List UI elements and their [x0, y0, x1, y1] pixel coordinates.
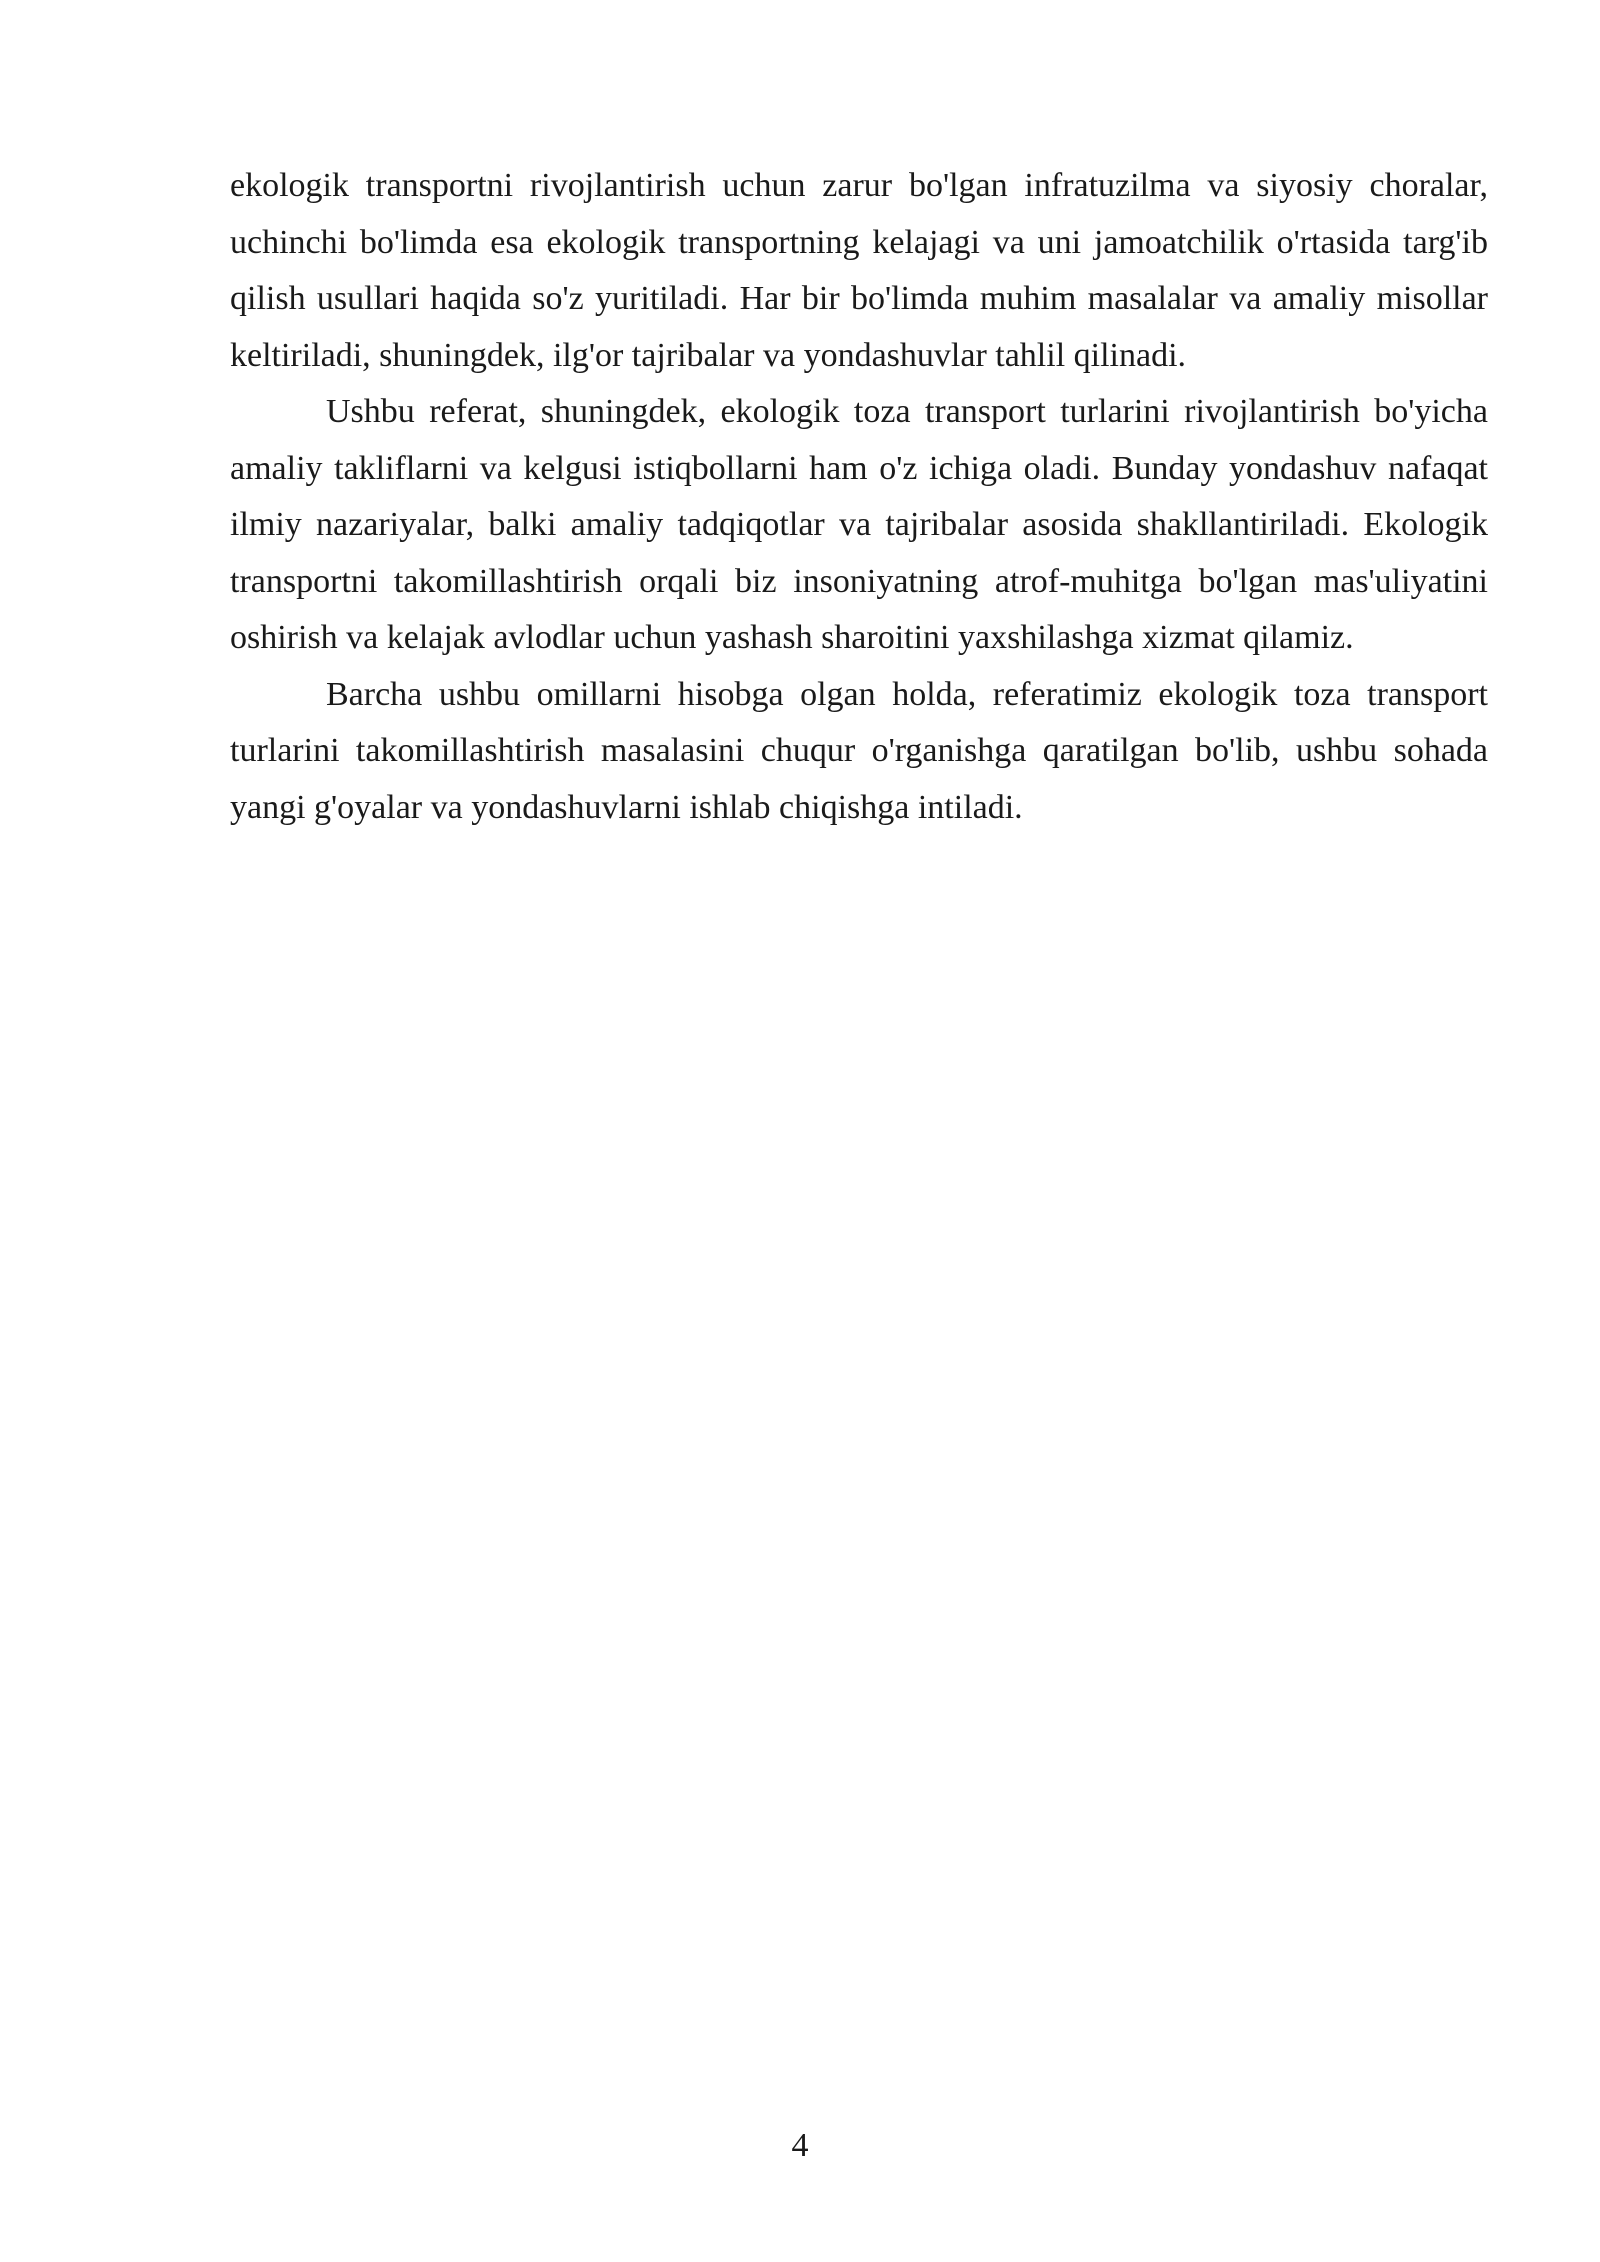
- paragraph-3: Barcha ushbu omillarni hisobga olgan holda, referatimiz ekologik toza transport turlarini takomillashtirish masalasini chuqur o'rganishga qaratilgan bo'lib, ushbu sohada yangi g'oyalar va yondashuvlarni ishlab chiqishga intiladi.: [230, 675, 1488, 826]
- paragraph-continuation: ekologik transportni rivojlantirish uchun zarur bo'lgan infratuzilma va siyosiy choralar, uchinchi bo'limda esa ekologik transportning kelajagi va uni jamoatchilik o'rtasida targ'ib qilish usullari haqida so'z yuritiladi. Har bir bo'limda muhim masalalar va amaliy misollar keltiriladi, shuningdek, ilg'or tajribalar va yondashuvlar tahlil qilinadi.: [230, 167, 1488, 374]
- body-text: [230, 158, 1488, 836]
- paragraph-2: Ushbu referat, shuningdek, ekologik toza transport turlarini rivojlantirish bo'yicha amaliy takliflarni va kelgusi istiqbollarni ham o'z ichiga oladi. Bunday yondashuv nafaqat ilmiy nazariyalar, balki amaliy tadqiqotlar va tajribalar asosida shakllantiriladi. Ekologik transportni takomillashtirish orqali biz insoniyatning atrof-muhitga bo'lgan mas'uliyatini oshirish va kelajak avlodlar uchun yashash sharoitini yaxshilashga xizmat qilamiz.: [230, 393, 1488, 656]
- page-number: 4: [791, 2127, 809, 2164]
